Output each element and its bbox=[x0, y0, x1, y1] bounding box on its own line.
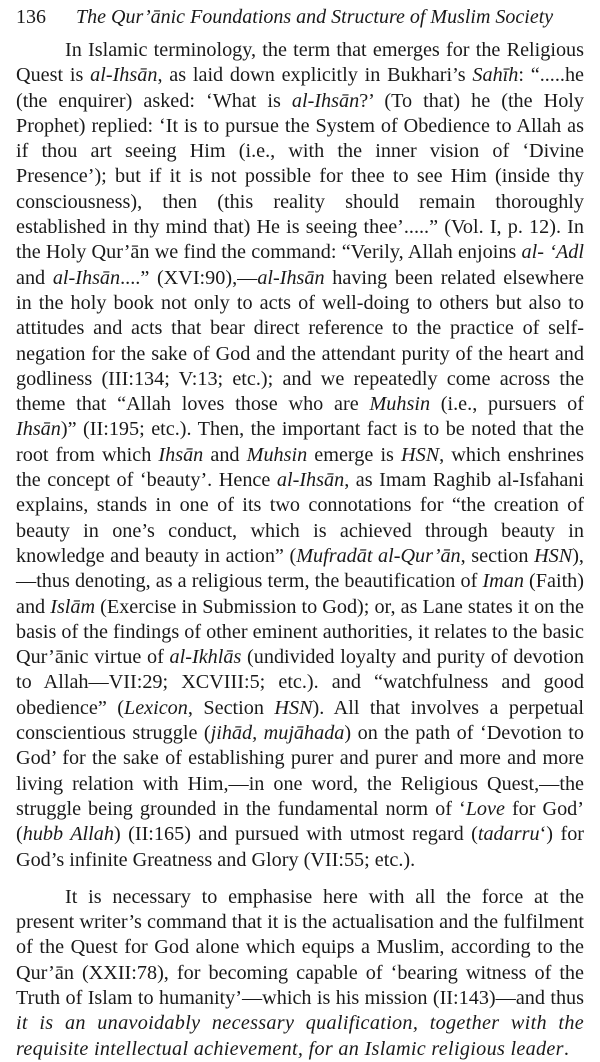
italic-term: Love bbox=[465, 797, 505, 820]
italic-term: al-Ihsān bbox=[257, 266, 325, 289]
paragraph-religious-leader bbox=[16, 885, 584, 1062]
text-run: )” (II:195; etc.). Then, the important fact is to be noted that the root from which bbox=[16, 418, 584, 466]
italic-term: HSN bbox=[401, 443, 440, 466]
text-run: ‘) for God’s infinite Greatness and Glory (VII:55; etc.). bbox=[16, 823, 585, 871]
text-run: and bbox=[16, 266, 53, 289]
italic-term: Ihsān bbox=[158, 443, 204, 466]
italic-term: Mufradāt al-Qur’ān bbox=[296, 544, 461, 567]
text-run: emerge is bbox=[307, 443, 402, 466]
text-run: , section bbox=[460, 544, 535, 567]
italic-term: it is an unavoidably necessary qualification, together with the requisite intellectual achievement, for an Islamic religious leader bbox=[16, 1012, 584, 1060]
text-run: ). All that involves a perpetual conscientious struggle ( bbox=[16, 696, 584, 745]
text-run: (Exercise in Submission to God); or, as Lane states it on the basis of the findings of other eminent authorities, it relates to the basic Qur’ānic virtue of bbox=[16, 595, 584, 669]
text-run: (undivided loyalty and purity of devotion to Allah—VII:29; XCVIII:5; etc.). and “watchfulness and good obedience” ( bbox=[16, 646, 584, 719]
text-run: having been related elsewhere in the holy book not only to acts of well-doing to others but also to attitudes and acts that bear direct reference to the practice of self-negation for the sake of God and the attendant purity of the heart and godliness (III:134; V:13; etc.); and we repeatedly come across the theme that “Allah loves those who are bbox=[16, 266, 584, 416]
italic-term: HSN bbox=[274, 696, 313, 719]
text-run: . bbox=[563, 1037, 569, 1060]
italic-term: Ihsān bbox=[16, 418, 61, 441]
italic-term: al- ‘Adl bbox=[521, 241, 584, 264]
italic-term: HSN bbox=[534, 544, 573, 567]
text-run: ....” (XVI:90),— bbox=[120, 266, 258, 289]
italic-term: al-Ihsān bbox=[291, 89, 360, 112]
text-run: , as laid down explicitly in Bukhari’s bbox=[157, 64, 473, 87]
text-run: , Section bbox=[187, 696, 275, 719]
text-run: and bbox=[203, 443, 247, 466]
running-title: The Qur’ānic Foundations and Structure of Muslim Society bbox=[76, 6, 554, 28]
italic-term: al-Ikhlās bbox=[169, 646, 242, 669]
text-run: ) on the path of ‘Devotion to God’ for the sake of establishing purer and purer and more and more living relation with Him,—in one word, the Religious Quest,—the struggle being grounded in the fundamental norm of ‘ bbox=[16, 722, 585, 820]
italic-term: Muhsin bbox=[369, 393, 431, 416]
italic-term: jihād, mujāhada bbox=[210, 722, 345, 745]
italic-term: al-Ihsān bbox=[276, 469, 345, 492]
paragraph-religious-quest bbox=[16, 38, 584, 873]
italic-term: al-Ihsān bbox=[52, 266, 121, 289]
italic-term: Lexicon bbox=[123, 696, 188, 719]
text-run: In Islamic terminology, the term that emerges for the Religious Quest is bbox=[16, 39, 584, 87]
italic-term: Iman bbox=[482, 570, 524, 593]
italic-term: tadarru bbox=[477, 823, 540, 846]
text-run: ?’ (To that) he (the Holy Prophet) replied: ‘It is to pursue the System of Obedience to Allah as if thou art seeing Him (i.e., with the inner vision of ‘Divine Presence’); but if it is not possible for thee to see Him (inside thy consciousness), then (this reality should remain thoroughly established in thy mind that) He is seeing thee’.....” (Vol. I, p. 12). In the Holy Qur’ān we find the command: “Verily, Allah enjoins bbox=[16, 89, 584, 264]
italic-term: Sahīh bbox=[472, 64, 519, 87]
text-run: It is necessary to emphasise here with all the force at the present writer’s command that it is the actualisation and the fulfilment of the Quest for God alone which equips a Muslim, according to the Qur’ān (XXII:78), for becoming capable of ‘bearing witness of the Truth of Islam to humanity’—which is his mission (II:143)—and thus bbox=[16, 885, 584, 1009]
text-run: : “.....he (the enquirer) asked: ‘What is bbox=[16, 64, 585, 112]
text-run: ) (II:165) and pursued with utmost regard ( bbox=[113, 823, 478, 846]
text-run: , which enshrines the concept of ‘beauty’. Hence bbox=[16, 443, 584, 492]
running-header bbox=[16, 4, 584, 30]
page-number: 136 bbox=[16, 6, 46, 28]
text-run: , as Imam Raghib al-Isfahani explains, stands in one of its two connotations for “the creation of beauty in one’s conduct, which is achieved through beauty in knowledge and beauty in action” ( bbox=[16, 469, 585, 567]
text-run: (i.e., pursuers of bbox=[430, 393, 584, 416]
text-run: for God’ ( bbox=[16, 797, 584, 846]
italic-term: hubb Allah bbox=[22, 823, 114, 846]
text-run: ),—thus denoting, as a religious term, the beautification of bbox=[16, 544, 584, 593]
italic-term: al-Ihsān bbox=[90, 64, 158, 87]
italic-term: Islām bbox=[50, 595, 96, 618]
italic-term: Muhsin bbox=[246, 443, 308, 466]
text-run: (Faith) and bbox=[16, 570, 584, 618]
